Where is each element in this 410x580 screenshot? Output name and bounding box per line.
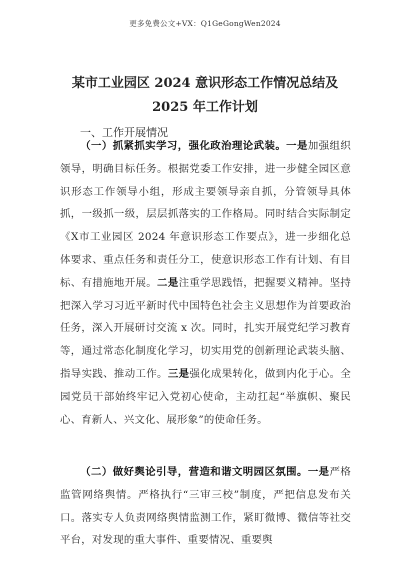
paragraph-1-point-1-label: 一是 <box>286 140 308 152</box>
paragraph-1-point-3-text: 强化成果转化，做到内化于心。全园党员干部始终牢记入党初心使命，主动扛起“举旗帜、聚民心、育新人、兴文化、展形象”的使命任务。 <box>60 367 352 426</box>
paragraph-2-point-1-label: 一是 <box>307 466 330 478</box>
header-note: 更多免费公文+VX：Q1GeGongWen2024 <box>129 19 281 28</box>
section-heading: 一、工作开展情况 <box>80 126 168 139</box>
paragraph-1-point-2-text: 注重学思践悟，把握要义精神。坚持把深入学习习近平新时代中国特色社会主义思想作为首要政治任务，深入开展研讨交流 x 次。同时，扎实开展党纪学习教育等，通过常态化制度化学习，切实用党的创新理论武装头脑、指导实践、推动工作。 <box>60 276 352 380</box>
paragraph-2-heading: （二）做好舆论引导，营造和谐文明园区氛围。 <box>80 466 308 478</box>
paragraph-1-heading: （一）抓紧抓实学习，强化政治理论武装。 <box>80 140 287 152</box>
document-title: 某市工业园区 2024 意识形态工作情况总结及 2025 年工作计划 <box>71 76 339 115</box>
paragraph-1-point-1-text: 加强组织领导，明确目标任务。根据党委工作安排，进一步健全园区意识形态工作领导小组，形成主要领导亲自抓，分管领导具体抓，一级抓一级，层层抓落实的工作格局。同时结合实际制定《X市工业园区 2024 年意识形态工作要点》，进一步细化总体要求、重点任务和责任分工，使意识形态工作有计划、有目标、有措施地开展。 <box>60 140 352 289</box>
paragraph-1-point-3-label: 三是 <box>167 367 190 380</box>
paragraph-2 <box>60 461 351 552</box>
paragraph-1-point-2-label: 二是 <box>157 276 179 289</box>
paragraph-1 <box>60 135 351 431</box>
paragraph-2-point-1-text: 严格监管网络舆情。严格执行“三审三校”制度，严把信息发布关口。落实专人负责网络舆情监测工作，紧盯微博、微信等社交平台，对发现的重大事件、重要情况、重要舆 <box>60 466 352 547</box>
